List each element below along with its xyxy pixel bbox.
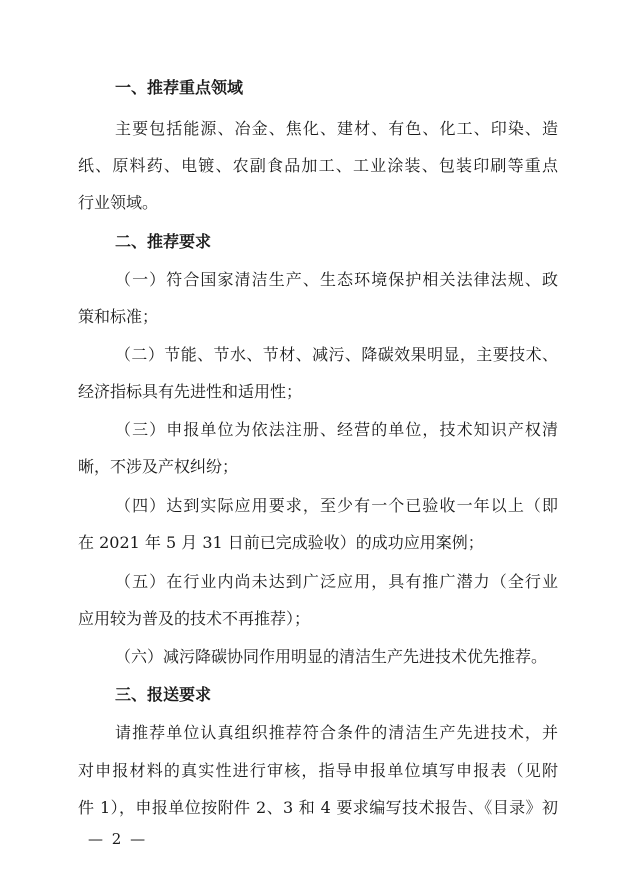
paragraph-line: 请推荐单位认真组织推荐符合条件的清洁生产先进技术，并 xyxy=(115,723,558,742)
paragraph-line: 在 2021 年 5 月 31 日前已完成验收）的成功应用案例； xyxy=(78,533,484,552)
paragraph-line: （一）符合国家清洁生产、生态环境保护相关法律法规、政 xyxy=(115,270,558,289)
paragraph-line: 主要包括能源、冶金、焦化、建材、有色、化工、印染、造 xyxy=(115,119,558,138)
paragraph-line: （五）在行业内尚未达到广泛应用，具有推广潜力（全行业 xyxy=(115,572,558,591)
paragraph-line: （二）节能、节水、节材、减污、降碳效果明显，主要技术、 xyxy=(115,345,558,364)
paragraph-line: 经济指标具有先进性和适用性； xyxy=(78,382,303,401)
paragraph-line: （四）达到实际应用要求，至少有一个已验收一年以上（即 xyxy=(115,496,558,515)
paragraph-line: （三）申报单位为依法注册、经营的单位，技术知识产权清 xyxy=(115,420,558,439)
paragraph-line: 策和标准； xyxy=(78,307,159,326)
paragraph-line: （六）减污降碳协同作用明显的清洁生产先进技术优先推荐。 xyxy=(115,647,548,666)
paragraph-line: 件 1），申报单位按附件 2、3 和 4 要求编写技术报告、《目录》初 xyxy=(78,798,558,817)
paragraph-line: 纸、原料药、电镀、农副食品加工、工业涂装、包装印刷等重点 xyxy=(78,156,558,175)
paragraph-line: 对申报材料的真实性进行审核，指导申报单位填写申报表（见附 xyxy=(78,761,558,780)
section-heading-2: 二、推荐要求 xyxy=(115,232,212,251)
section-heading-3: 三、报送要求 xyxy=(115,685,212,704)
page-number: — 2 — xyxy=(88,830,148,848)
paragraph-line: 行业领域。 xyxy=(78,193,159,212)
paragraph-line: 晰，不涉及产权纠纷； xyxy=(78,457,239,476)
section-heading-1: 一、推荐重点领域 xyxy=(115,78,244,97)
paragraph-line: 应用较为普及的技术不再推荐）； xyxy=(78,609,311,628)
